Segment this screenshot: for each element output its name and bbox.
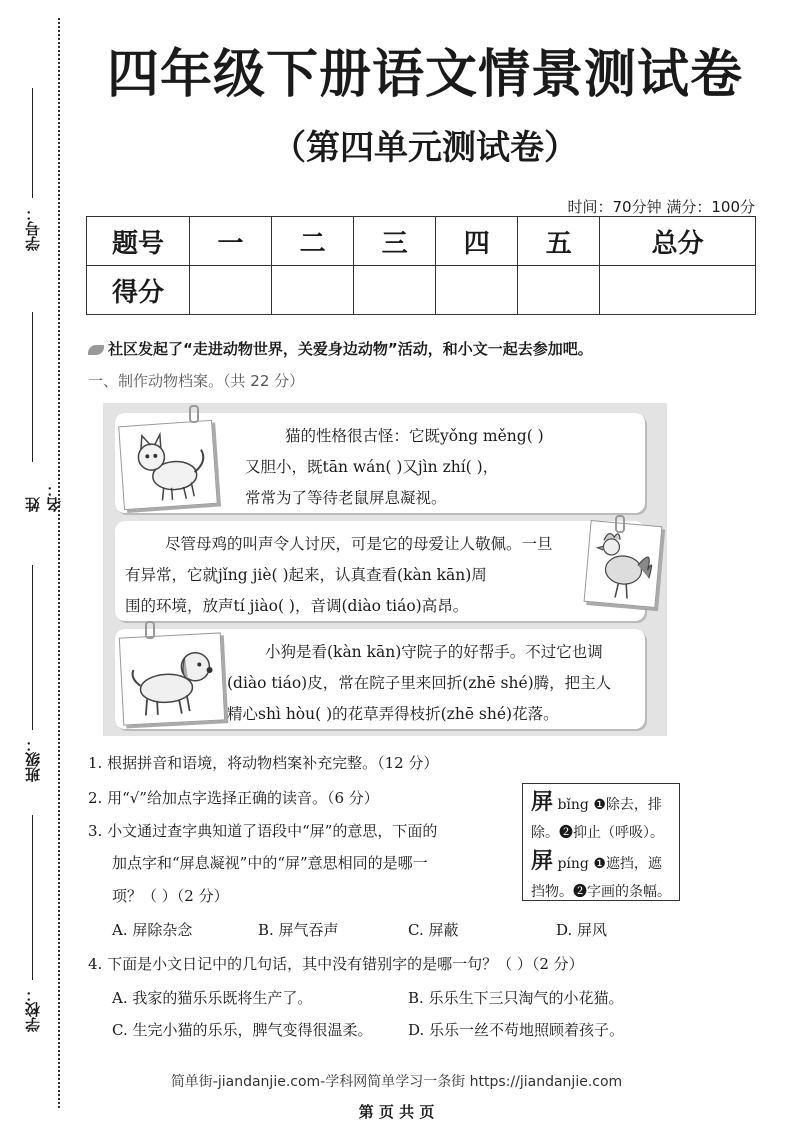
school-field — [14, 815, 54, 1035]
cat-line-2: 又胆小，既tān wán( )又jìn zhí( )， — [245, 458, 499, 476]
table-header-cell: 四 — [436, 217, 518, 266]
cat-card — [115, 413, 645, 513]
q3-option-c[interactable]: C. 屏蔽 — [408, 921, 459, 939]
q4-option-c[interactable]: C. 生完小猫的乐乐，脾气变得很温柔。 — [112, 1021, 373, 1039]
score-cell[interactable] — [436, 266, 518, 315]
table-header-cell: 二 — [272, 217, 354, 266]
q3-option-a[interactable]: A. 屏除杂念 — [112, 921, 193, 939]
dictionary-box — [522, 783, 680, 901]
hen-line-3: 围的环境，放声tí jiào( )，音调(diào tiáo)高昂。 — [125, 597, 469, 615]
name-label: 姓名： — [24, 482, 63, 512]
dog-picture — [119, 632, 225, 725]
table-row-label: 得分 — [87, 266, 190, 315]
dict-entry-1 — [531, 788, 671, 819]
clip-icon — [145, 621, 155, 639]
section-1-title: 一、制作动物档案。（共 22 分） — [88, 372, 305, 390]
cat-line-3: 常常为了等待老鼠屏息凝视。 — [245, 489, 447, 507]
dict-pinyin-1: bǐng — [557, 797, 589, 813]
table-header-cell: 题号 — [87, 217, 190, 266]
score-table-score-row — [87, 266, 756, 315]
question-3-line-3: 项？（ ）（2 分） — [112, 887, 229, 905]
hen-card — [115, 521, 645, 621]
clip-icon — [615, 515, 625, 533]
question-3-line-2: 加点字和“屏息凝视”中的“屏”意思相同的是哪一 — [112, 854, 428, 872]
dict-entry-2 — [531, 847, 671, 878]
q3-option-b[interactable]: B. 屏气吞声 — [258, 921, 339, 939]
question-1: 1. 根据拼音和语境，将动物档案补充完整。（12 分） — [88, 754, 439, 772]
q4-option-b[interactable]: B. 乐乐生下三只淘气的小花猫。 — [408, 989, 624, 1007]
cat-icon — [119, 421, 216, 509]
activity-intro-text: 社区发起了“走进动物世界，关爱身边动物”活动，和小文一起去参加吧。 — [108, 340, 593, 358]
table-header-cell: 五 — [518, 217, 600, 266]
class-label: 班级： — [24, 737, 42, 782]
dict-char: 屏 — [531, 789, 554, 815]
table-header-cell: 总分 — [600, 217, 756, 266]
dog-line-2: (diào tiáo)皮，常在院子里来回折(zhē shé)腾，把主人 — [227, 674, 612, 692]
score-table-header-row — [87, 217, 756, 266]
question-4: 4. 下面是小文日记中的几句话，其中没有错别字的是哪一句？（ ）（2 分） — [88, 955, 584, 973]
rooster-icon — [585, 521, 662, 607]
dict-pinyin-2: píng — [557, 856, 589, 872]
page-title: 四年级下册语文情景测试卷 — [106, 45, 743, 105]
dict-char: 屏 — [531, 848, 554, 874]
class-field — [14, 565, 54, 785]
q3-option-d[interactable]: D. 屏风 — [556, 921, 608, 939]
score-cell[interactable] — [190, 266, 272, 315]
time-info: 时间：70分钟 满分：100分 — [567, 198, 755, 216]
cat-line-1: 猫的性格很古怪：它既yǒng měng( ) — [285, 427, 544, 445]
score-cell[interactable] — [518, 266, 600, 315]
dict-meaning-1a: ❶除去，排 — [593, 797, 662, 813]
q4-option-a[interactable]: A. 我家的猫乐乐既将生产了。 — [112, 989, 313, 1007]
animal-files-panel — [103, 403, 667, 736]
cat-picture — [118, 420, 218, 510]
dog-line-3: 精心shì hòu( )的花草弄得枝折(zhē shé)花落。 — [227, 705, 559, 723]
student-no-field — [14, 88, 54, 268]
score-cell[interactable] — [272, 266, 354, 315]
binding-dotted-line — [58, 18, 60, 1108]
hen-line-1: 尽管母鸡的叫声令人讨厌，可是它的母爱让人敬佩。一旦 — [165, 535, 553, 553]
name-field — [14, 312, 63, 512]
student-no-label: 学号： — [24, 206, 42, 251]
dict-meaning-2b: 挡物。❷字画的条幅。 — [531, 884, 671, 900]
table-header-cell: 三 — [354, 217, 436, 266]
footer-page-number: 第 页 共 页 — [358, 1103, 435, 1121]
score-table — [86, 216, 756, 315]
q4-option-d[interactable]: D. 乐乐一丝不苟地照顾着孩子。 — [408, 1021, 625, 1039]
school-label: 学校： — [24, 987, 42, 1032]
dog-line-1: 小狗是看(kàn kān)守院子的好帮手。不过它也调 — [265, 643, 603, 661]
dict-meaning-2a: ❶遮挡，遮 — [593, 856, 662, 872]
dog-card — [115, 629, 645, 729]
hen-line-2: 有异常，它就jǐng jiè( )起来，认真查看(kàn kān)周 — [125, 566, 487, 584]
dict-meaning-1b: 除。❷抑止（呼吸）。 — [531, 825, 664, 841]
dog-icon — [120, 633, 224, 724]
rooster-picture — [584, 520, 663, 608]
score-cell[interactable] — [354, 266, 436, 315]
score-cell[interactable] — [600, 266, 756, 315]
table-header-cell: 一 — [190, 217, 272, 266]
activity-intro — [88, 338, 593, 359]
question-2: 2. 用“√”给加点字选择正确的读音。（6 分） — [88, 789, 379, 807]
question-3-line-1: 3. 小文通过查字典知道了语段中“屏”的意思，下面的 — [88, 822, 438, 840]
leaf-icon — [88, 345, 104, 355]
footer-site-link[interactable]: 简单街-jiandanjie.com-学科网简单学习一条街 https://jiandanjie.com — [170, 1074, 623, 1090]
page-subtitle: （第四单元测试卷） — [272, 128, 578, 168]
clip-icon — [189, 405, 199, 423]
